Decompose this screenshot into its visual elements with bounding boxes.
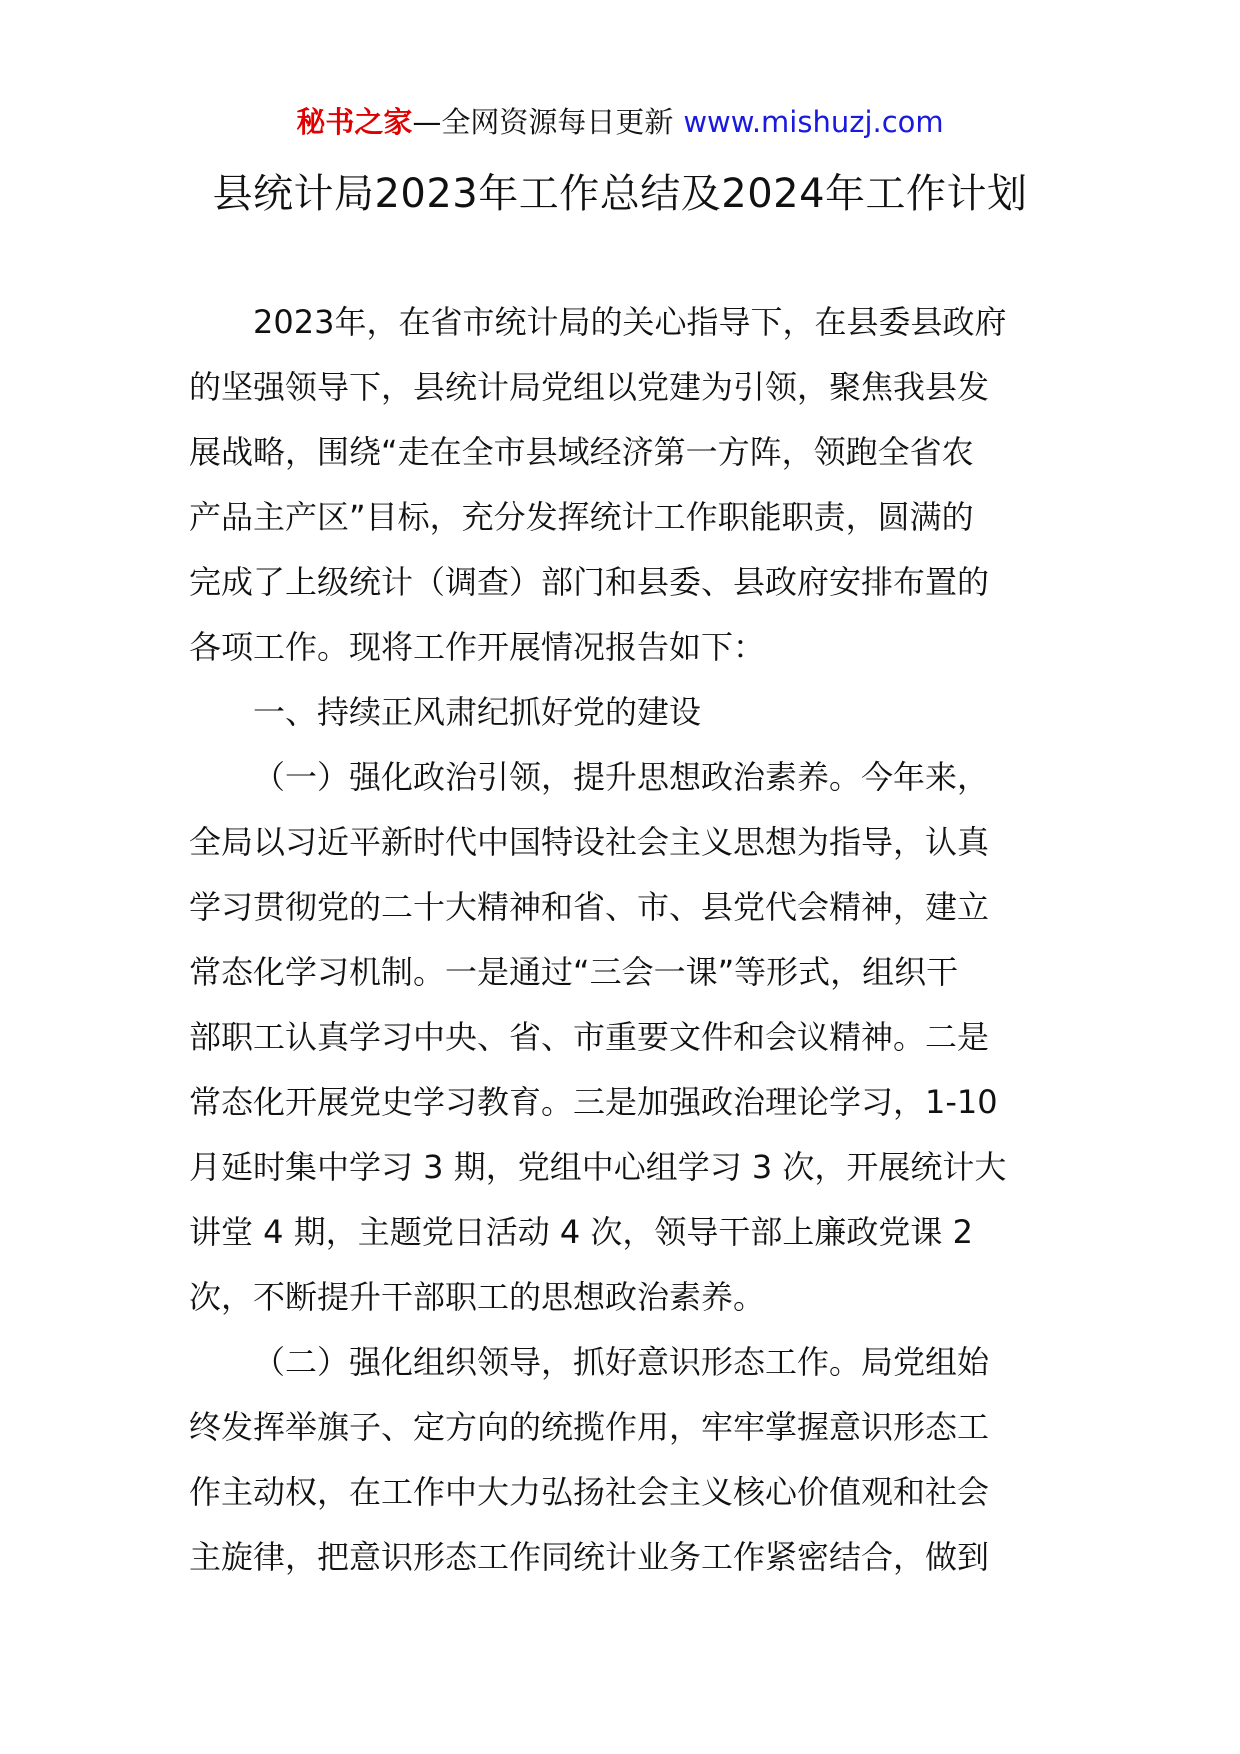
paragraph-line: 主旋律，把意识形态工作同统计业务工作紧密结合，做到 bbox=[189, 1538, 990, 1576]
paragraph-line: （二）强化组织领导，抓好意识形态工作。局党组始 bbox=[253, 1343, 990, 1381]
paragraph-line: 终发挥举旗子、定方向的统揽作用，牢牢掌握意识形态工 bbox=[189, 1408, 990, 1446]
paragraph-line: 2023年，在省市统计局的关心指导下，在县委县政府 bbox=[253, 303, 1007, 341]
paragraph-line: 的坚强领导下，县统计局党组以党建为引领，聚焦我县发 bbox=[189, 368, 990, 406]
site-url-link[interactable]: www.mishuzj.com bbox=[683, 105, 944, 139]
section-heading: 一、持续正风肃纪抓好党的建设 bbox=[253, 693, 702, 731]
header-tagline: —全网资源每日更新 bbox=[412, 105, 674, 139]
paragraph-line: 月延时集中学习 3 期，党组中心组学习 3 次，开展统计大 bbox=[189, 1148, 1007, 1186]
paragraph-line: 完成了上级统计（调查）部门和县委、县政府安排布置的 bbox=[189, 563, 990, 601]
paragraph-line: 产品主产区”目标，充分发挥统计工作职能职责，圆满的 bbox=[189, 498, 974, 536]
paragraph-line: 讲堂 4 期，主题党日活动 4 次，领导干部上廉政党课 2 bbox=[189, 1213, 973, 1251]
paragraph-line: 作主动权，在工作中大力弘扬社会主义核心价值观和社会 bbox=[189, 1473, 990, 1511]
paragraph-line: （一）强化政治引领，提升思想政治素养。今年来， bbox=[253, 758, 990, 796]
site-header bbox=[0, 102, 1240, 142]
brand-name: 秘书之家 bbox=[296, 105, 413, 139]
paragraph-line: 各项工作。现将工作开展情况报告如下： bbox=[189, 628, 766, 666]
paragraph-line: 部职工认真学习中央、省、市重要文件和会议精神。二是 bbox=[189, 1018, 990, 1056]
document-title: 县统计局2023年工作总结及2024年工作计划 bbox=[212, 171, 1028, 217]
paragraph-line: 常态化开展党史学习教育。三是加强政治理论学习，1-10 bbox=[189, 1083, 998, 1121]
paragraph-line: 常态化学习机制。一是通过“三会一课”等形式，组织干 bbox=[189, 953, 959, 991]
paragraph-line: 学习贯彻党的二十大精神和省、市、县党代会精神，建立 bbox=[189, 888, 990, 926]
paragraph-line: 展战略，围绕“走在全市县域经济第一方阵，领跑全省农 bbox=[189, 433, 974, 471]
paragraph-line: 次，不断提升干部职工的思想政治素养。 bbox=[189, 1278, 766, 1316]
paragraph-line: 全局以习近平新时代中国特设社会主义思想为指导，认真 bbox=[189, 823, 990, 861]
document-body bbox=[189, 290, 1055, 1590]
